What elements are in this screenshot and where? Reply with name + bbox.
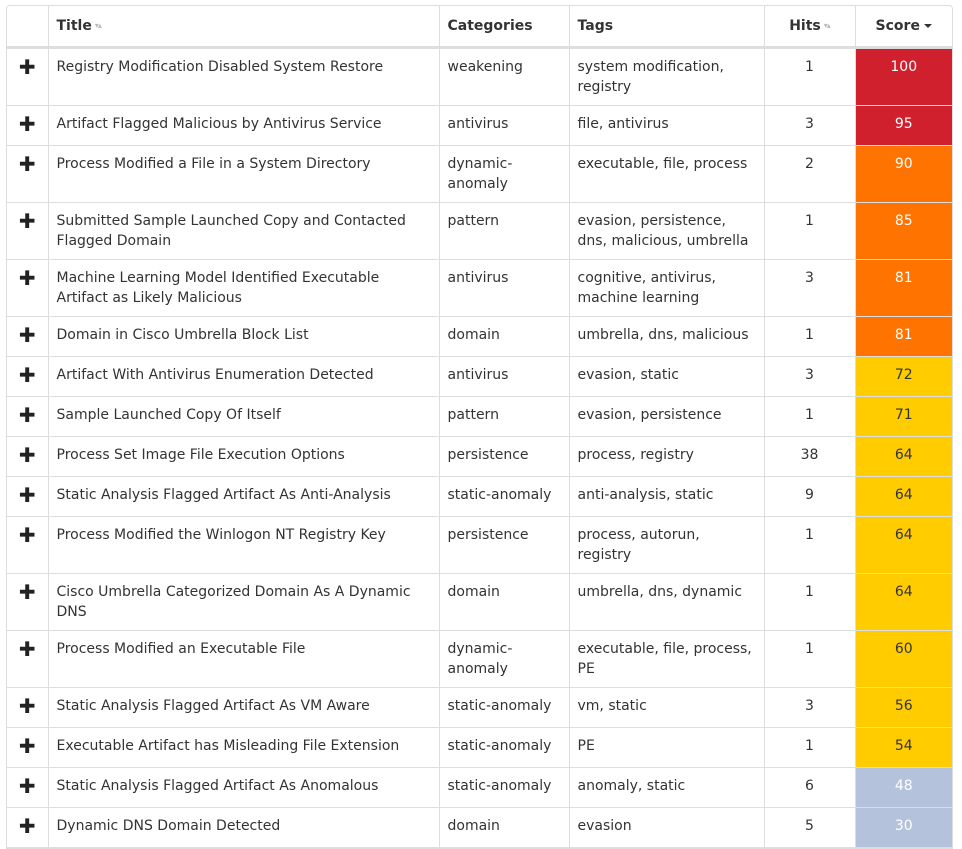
indicator-score: 71 — [894, 407, 913, 423]
table-row — [7, 437, 952, 477]
indicator-tags: evasion, persistence, dns, malicious, umbrella — [577, 213, 749, 249]
indicator-tags: executable, file, process, PE — [577, 641, 752, 677]
table-row — [7, 728, 952, 768]
indicator-tags: evasion, static — [577, 367, 679, 383]
indicator-title: Artifact Flagged Malicious by Antivirus Service — [56, 116, 382, 132]
title-cell — [48, 317, 439, 357]
indicator-hits: 6 — [805, 778, 814, 794]
title-cell — [48, 728, 439, 768]
indicator-tags: anomaly, static — [577, 778, 686, 794]
expand-cell — [7, 477, 48, 517]
expand-cell — [7, 146, 48, 203]
categories-cell — [439, 517, 569, 574]
expand-plus-icon[interactable]: ✚ — [18, 403, 36, 427]
indicator-score: 30 — [894, 818, 913, 834]
categories-cell — [439, 146, 569, 203]
title-cell — [48, 631, 439, 688]
categories-cell — [439, 477, 569, 517]
indicator-title: Process Modified a File in a System Directory — [56, 156, 371, 172]
expand-cell — [7, 688, 48, 728]
title-cell — [48, 437, 439, 477]
indicator-tags: umbrella, dns, dynamic — [577, 584, 743, 600]
indicator-hits: 1 — [805, 407, 814, 423]
categories-cell — [439, 768, 569, 808]
indicator-title: Process Modified the Winlogon NT Registry Key — [56, 527, 386, 543]
indicator-score: 64 — [894, 527, 913, 543]
indicator-hits: 2 — [805, 156, 814, 172]
indicator-category: antivirus — [447, 116, 509, 132]
indicator-tags: evasion — [577, 818, 632, 834]
indicator-tags: file, antivirus — [577, 116, 669, 132]
expand-cell — [7, 48, 48, 106]
indicator-title: Machine Learning Model Identified Executable Artifact as Likely Malicious — [56, 270, 380, 306]
hits-cell — [764, 397, 855, 437]
title-cell — [48, 477, 439, 517]
score-cell — [855, 203, 952, 260]
hits-cell — [764, 631, 855, 688]
title-cell — [48, 517, 439, 574]
tags-cell — [569, 260, 764, 317]
tags-cell — [569, 317, 764, 357]
indicator-title: Cisco Umbrella Categorized Domain As A Dynamic DNS — [56, 584, 411, 620]
indicator-category: antivirus — [447, 270, 509, 286]
indicator-category: domain — [447, 818, 500, 834]
expand-cell — [7, 574, 48, 631]
expand-cell — [7, 397, 48, 437]
indicator-title: Dynamic DNS Domain Detected — [56, 818, 281, 834]
indicator-score: 100 — [890, 59, 918, 75]
indicator-tags: system modification, registry — [577, 59, 724, 95]
score-cell — [855, 260, 952, 317]
expand-cell — [7, 357, 48, 397]
tags-cell — [569, 203, 764, 260]
indicator-title: Executable Artifact has Misleading File Extension — [56, 738, 400, 754]
hits-column-header[interactable] — [764, 6, 855, 48]
tags-cell — [569, 437, 764, 477]
title-cell — [48, 768, 439, 808]
title-cell — [48, 260, 439, 317]
table-row — [7, 317, 952, 357]
categories-cell — [439, 357, 569, 397]
expand-plus-icon[interactable]: ✚ — [18, 363, 36, 387]
title-cell — [48, 688, 439, 728]
score-cell — [855, 437, 952, 477]
table-row — [7, 631, 952, 688]
hits-cell — [764, 260, 855, 317]
score-cell — [855, 317, 952, 357]
indicator-hits: 1 — [805, 527, 814, 543]
indicator-score: 64 — [894, 487, 913, 503]
score-cell — [855, 477, 952, 517]
hits-cell — [764, 317, 855, 357]
categories-cell — [439, 574, 569, 631]
categories-column-header — [439, 6, 569, 48]
hits-cell — [764, 574, 855, 631]
indicator-category: dynamic-anomaly — [447, 156, 513, 192]
tags-cell — [569, 357, 764, 397]
table-row — [7, 477, 952, 517]
tags-cell — [569, 477, 764, 517]
score-cell — [855, 146, 952, 203]
indicator-title: Submitted Sample Launched Copy and Contacted Flagged Domain — [56, 213, 406, 249]
title-cell — [48, 146, 439, 203]
hits-cell — [764, 517, 855, 574]
expand-cell — [7, 106, 48, 146]
expand-cell — [7, 437, 48, 477]
table-row — [7, 146, 952, 203]
hits-cell — [764, 437, 855, 477]
categories-cell — [439, 317, 569, 357]
indicator-score: 48 — [894, 778, 913, 794]
expand-plus-icon[interactable]: ✚ — [18, 637, 36, 661]
table-row — [7, 574, 952, 631]
indicator-title: Domain in Cisco Umbrella Block List — [56, 327, 309, 343]
indicator-tags: vm, static — [577, 698, 647, 714]
indicator-category: domain — [447, 584, 500, 600]
indicator-hits: 38 — [800, 447, 819, 463]
hits-cell — [764, 768, 855, 808]
sort-icon: ▾▴ — [823, 21, 830, 30]
categories-cell — [439, 106, 569, 146]
expand-column-header — [7, 6, 48, 48]
indicator-score: 54 — [894, 738, 913, 754]
hits-cell — [764, 477, 855, 517]
score-cell — [855, 768, 952, 808]
score-cell — [855, 106, 952, 146]
categories-cell — [439, 437, 569, 477]
indicator-category: static-anomaly — [447, 698, 552, 714]
title-cell — [48, 808, 439, 848]
hits-cell — [764, 146, 855, 203]
score-cell — [855, 517, 952, 574]
indicator-category: weakening — [447, 59, 523, 75]
table-header — [7, 6, 952, 48]
indicator-tags: evasion, persistence — [577, 407, 722, 423]
expand-plus-icon[interactable]: ✚ — [18, 483, 36, 507]
indicator-tags: executable, file, process — [577, 156, 748, 172]
indicator-title: Registry Modification Disabled System Restore — [56, 59, 384, 75]
title-cell — [48, 357, 439, 397]
tags-cell — [569, 728, 764, 768]
expand-cell — [7, 768, 48, 808]
indicator-category: antivirus — [447, 367, 509, 383]
indicator-category: dynamic-anomaly — [447, 641, 513, 677]
indicator-title: Process Set Image File Execution Options — [56, 447, 345, 463]
expand-cell — [7, 517, 48, 574]
table-row — [7, 48, 952, 106]
table-row — [7, 688, 952, 728]
indicator-category: domain — [447, 327, 500, 343]
indicator-category: static-anomaly — [447, 778, 552, 794]
indicator-title: Sample Launched Copy Of Itself — [56, 407, 281, 423]
indicator-tags: anti-analysis, static — [577, 487, 714, 503]
indicator-hits: 1 — [805, 641, 814, 657]
title-cell — [48, 574, 439, 631]
title-cell — [48, 106, 439, 146]
score-cell — [855, 357, 952, 397]
table-row — [7, 260, 952, 317]
behavioral-indicators-table-container — [6, 5, 953, 849]
indicator-hits: 3 — [805, 116, 814, 132]
indicator-score: 64 — [894, 584, 913, 600]
indicator-title: Static Analysis Flagged Artifact As Anti-Analysis — [56, 487, 391, 503]
score-cell — [855, 631, 952, 688]
expand-plus-icon[interactable]: ✚ — [18, 112, 36, 136]
tags-cell — [569, 48, 764, 106]
indicator-hits: 3 — [805, 367, 814, 383]
indicator-category: persistence — [447, 447, 529, 463]
hits-cell — [764, 728, 855, 768]
indicator-tags: process, autorun, registry — [577, 527, 700, 563]
indicator-score: 81 — [894, 327, 913, 343]
indicator-title: Static Analysis Flagged Artifact As Anomalous — [56, 778, 379, 794]
expand-cell — [7, 728, 48, 768]
tags-cell — [569, 517, 764, 574]
indicator-hits: 3 — [805, 270, 814, 286]
table-row — [7, 768, 952, 808]
indicator-category: static-anomaly — [447, 487, 552, 503]
hits-cell — [764, 808, 855, 848]
indicator-tags: process, registry — [577, 447, 694, 463]
hits-cell — [764, 357, 855, 397]
expand-plus-icon[interactable]: ✚ — [18, 774, 36, 798]
score-cell — [855, 808, 952, 848]
expand-plus-icon[interactable]: ✚ — [18, 734, 36, 758]
indicator-score: 90 — [894, 156, 913, 172]
expand-cell — [7, 808, 48, 848]
table-body — [7, 48, 952, 848]
hits-cell — [764, 203, 855, 260]
indicator-hits: 1 — [805, 327, 814, 343]
score-header-label: Score — [875, 18, 920, 34]
indicator-tags: PE — [577, 738, 595, 754]
indicator-hits: 5 — [805, 818, 814, 834]
categories-cell — [439, 631, 569, 688]
title-column-header[interactable] — [48, 6, 439, 48]
title-cell — [48, 203, 439, 260]
score-cell — [855, 728, 952, 768]
score-cell — [855, 688, 952, 728]
indicator-hits: 1 — [805, 59, 814, 75]
expand-cell — [7, 317, 48, 357]
indicator-category: pattern — [447, 213, 499, 229]
indicator-score: 56 — [894, 698, 913, 714]
indicator-hits: 1 — [805, 213, 814, 229]
categories-header-label: Categories — [447, 18, 533, 34]
score-cell — [855, 397, 952, 437]
expand-plus-icon[interactable]: ✚ — [18, 694, 36, 718]
expand-plus-icon[interactable]: ✚ — [18, 323, 36, 347]
tags-cell — [569, 397, 764, 437]
categories-cell — [439, 48, 569, 106]
categories-cell — [439, 260, 569, 317]
indicator-tags: cognitive, antivirus, machine learning — [577, 270, 716, 306]
expand-cell — [7, 203, 48, 260]
categories-cell — [439, 688, 569, 728]
tags-column-header — [569, 6, 764, 48]
table-row — [7, 357, 952, 397]
score-cell — [855, 48, 952, 106]
tags-cell — [569, 146, 764, 203]
indicator-category: persistence — [447, 527, 529, 543]
expand-plus-icon[interactable]: ✚ — [18, 266, 36, 290]
sort-icon: ▾▴ — [94, 21, 101, 30]
table-row — [7, 106, 952, 146]
expand-plus-icon[interactable]: ✚ — [18, 55, 36, 79]
hits-cell — [764, 106, 855, 146]
title-cell — [48, 397, 439, 437]
sort-descending-icon — [924, 24, 932, 28]
expand-plus-icon[interactable]: ✚ — [18, 523, 36, 547]
score-column-header[interactable] — [855, 6, 952, 48]
indicator-score: 85 — [894, 213, 913, 229]
tags-cell — [569, 106, 764, 146]
indicator-hits: 1 — [805, 584, 814, 600]
tags-cell — [569, 768, 764, 808]
score-cell — [855, 574, 952, 631]
indicator-title: Static Analysis Flagged Artifact As VM Aware — [56, 698, 370, 714]
categories-cell — [439, 728, 569, 768]
indicator-score: 60 — [894, 641, 913, 657]
indicator-score: 95 — [894, 116, 913, 132]
categories-cell — [439, 808, 569, 848]
expand-plus-icon[interactable]: ✚ — [18, 443, 36, 467]
expand-plus-icon[interactable]: ✚ — [18, 580, 36, 604]
categories-cell — [439, 397, 569, 437]
behavioral-indicators-table — [7, 6, 952, 848]
tags-cell — [569, 631, 764, 688]
tags-cell — [569, 808, 764, 848]
tags-header-label: Tags — [577, 18, 614, 34]
header-row — [7, 6, 952, 48]
indicator-score: 64 — [894, 447, 913, 463]
table-row — [7, 808, 952, 848]
indicator-hits: 9 — [805, 487, 814, 503]
indicator-hits: 1 — [805, 738, 814, 754]
expand-plus-icon[interactable]: ✚ — [18, 209, 36, 233]
table-row — [7, 203, 952, 260]
title-cell — [48, 48, 439, 106]
indicator-score: 81 — [894, 270, 913, 286]
table-row — [7, 517, 952, 574]
indicator-title: Artifact With Antivirus Enumeration Detected — [56, 367, 374, 383]
indicator-tags: umbrella, dns, malicious — [577, 327, 749, 343]
expand-plus-icon[interactable]: ✚ — [18, 814, 36, 838]
indicator-score: 72 — [894, 367, 913, 383]
tags-cell — [569, 574, 764, 631]
title-header-label: Title — [56, 18, 92, 34]
hits-cell — [764, 48, 855, 106]
hits-header-label: Hits — [789, 18, 821, 34]
table-row — [7, 397, 952, 437]
expand-plus-icon[interactable]: ✚ — [18, 152, 36, 176]
categories-cell — [439, 203, 569, 260]
indicator-category: static-anomaly — [447, 738, 552, 754]
expand-cell — [7, 631, 48, 688]
indicator-title: Process Modified an Executable File — [56, 641, 306, 657]
indicator-category: pattern — [447, 407, 499, 423]
tags-cell — [569, 688, 764, 728]
expand-cell — [7, 260, 48, 317]
hits-cell — [764, 688, 855, 728]
indicator-hits: 3 — [805, 698, 814, 714]
